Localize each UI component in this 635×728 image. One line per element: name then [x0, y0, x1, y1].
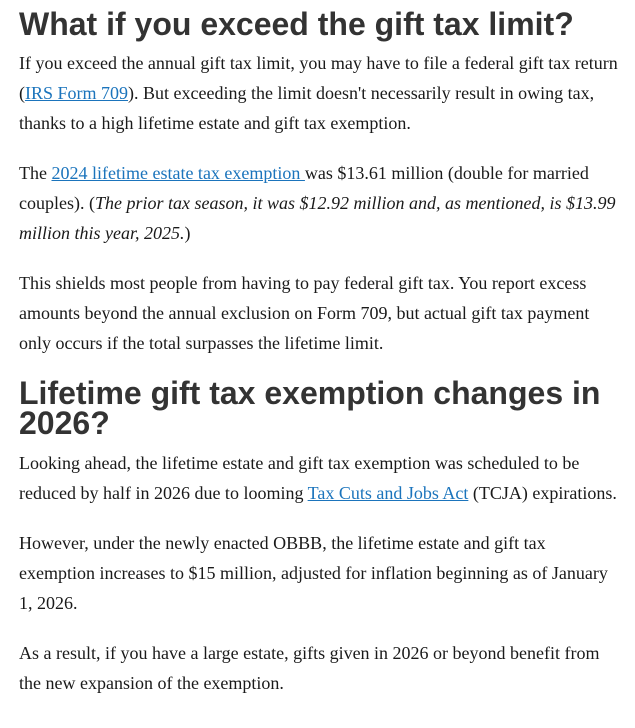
paragraph-shields-most-people: This shields most people from having to pay federal gift tax. You report excess amounts beyond the annual exclusion on Form 709, but actual gift tax payment only occurs if the total surpasses the lifetime limit. — [19, 273, 590, 353]
paragraph-2024-exemption-text-pre: The — [19, 163, 52, 183]
paragraph-2024-exemption-italic-note: The prior tax season, it was $12.92 million and, as mentioned, is $13.99 million this year, 2025. — [19, 193, 616, 243]
paragraph-exceed-limit — [19, 48, 621, 138]
paragraph-looking-ahead-text-pre: Looking ahead, the lifetime estate and gift tax exemption was scheduled to be reduced by half in 2026 due to looming — [19, 453, 580, 503]
paragraph-2024-exemption — [19, 158, 621, 248]
paragraph-large-estate-benefit: As a result, if you have a large estate, gifts given in 2026 or beyond benefit from the new expansion of the exemption. — [19, 643, 600, 693]
paragraph-exceed-limit-text-pre: If you exceed the annual gift tax limit, you may have to file a federal gift tax return ( — [19, 53, 618, 103]
paragraph-exceed-limit-text-post: ). But exceeding the limit doesn't necessarily result in owing tax, thanks to a high lifetime estate and gift tax exemption. — [19, 83, 595, 133]
heading-exceed-gift-tax-limit: What if you exceed the gift tax limit? — [19, 6, 574, 42]
paragraph-obbb-increase: However, under the newly enacted OBBB, the lifetime estate and gift tax exemption increases to $15 million, adjusted for inflation beginning as of January 1, 2026. — [19, 533, 608, 613]
heading-exemption-changes-2026: Lifetime gift tax exemption changes in 2026? — [19, 375, 601, 441]
paragraph-looking-ahead-text-post: (TCJA) expirations. — [468, 483, 617, 503]
paragraph-2024-exemption-text-post: ) — [184, 223, 191, 243]
lifetime-estate-tax-exemption-link[interactable]: 2024 lifetime estate tax exemption — [51, 163, 305, 183]
tax-cuts-and-jobs-act-link[interactable]: Tax Cuts and Jobs Act — [307, 483, 469, 503]
gift-tax-article — [19, 6, 621, 698]
irs-form-709-link[interactable]: IRS Form 709 — [25, 83, 129, 103]
paragraph-2024-exemption-text-mid: was $13.61 million (double for married couples). ( — [19, 163, 589, 213]
paragraph-looking-ahead — [19, 448, 621, 508]
